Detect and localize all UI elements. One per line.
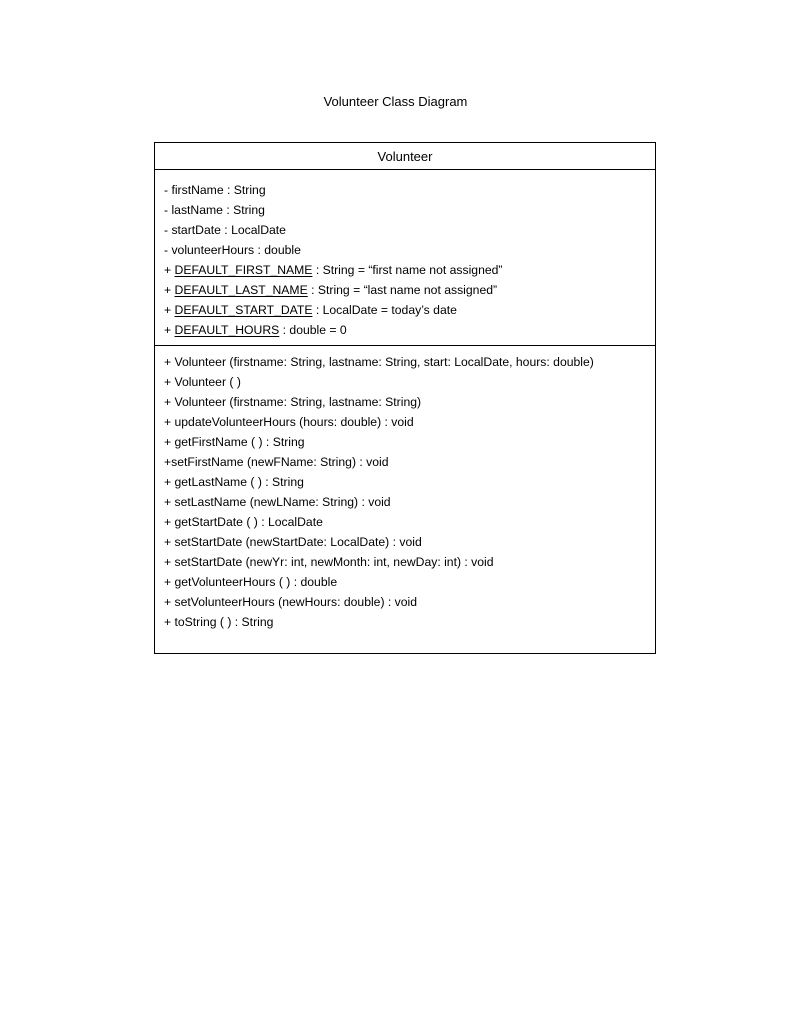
operation-row: + setLastName (newLName: String) : void [164,495,391,509]
attribute-row: - volunteerHours : double [164,243,301,257]
operation-row: + getVolunteerHours ( ) : double [164,575,338,589]
operation-row: + toString ( ) : String [164,615,274,629]
operation-row: + setVolunteerHours (newHours: double) : void [164,595,418,609]
attribute-row: - firstName : String [164,183,266,197]
operation-row: + setStartDate (newYr: int, newMonth: int, newDay: int) : void [164,555,494,569]
operation-row: + getLastName ( ) : String [164,475,304,489]
operation-row: + Volunteer (firstname: String, lastname: String, start: LocalDate, hours: double) [164,355,594,369]
operation-row: + Volunteer (firstname: String, lastname: String) [164,395,422,409]
attribute-row-static: + DEFAULT_FIRST_NAME : String = “first name not assigned” [164,263,503,277]
attribute-row-static: + DEFAULT_LAST_NAME : String = “last name not assigned” [164,283,498,297]
attribute-row-static: + DEFAULT_START_DATE : LocalDate = today’s date [164,303,457,317]
uml-class-box [154,142,656,654]
diagram-title: Volunteer Class Diagram [323,94,468,109]
class-name: Volunteer [155,143,655,170]
operation-row: +setFirstName (newFName: String) : void [164,455,389,469]
operation-row: + Volunteer ( ) [164,375,241,389]
operation-row: + setStartDate (newStartDate: LocalDate) : void [164,535,422,549]
attribute-row-static: + DEFAULT_HOURS : double = 0 [164,323,347,337]
operation-row: + getStartDate ( ) : LocalDate [164,515,323,529]
attribute-row: - lastName : String [164,203,265,217]
operation-row: + updateVolunteerHours (hours: double) : void [164,415,414,429]
operations-compartment [155,346,655,632]
attribute-row: - startDate : LocalDate [164,223,286,237]
attributes-compartment [155,170,655,346]
operation-row: + getFirstName ( ) : String [164,435,305,449]
